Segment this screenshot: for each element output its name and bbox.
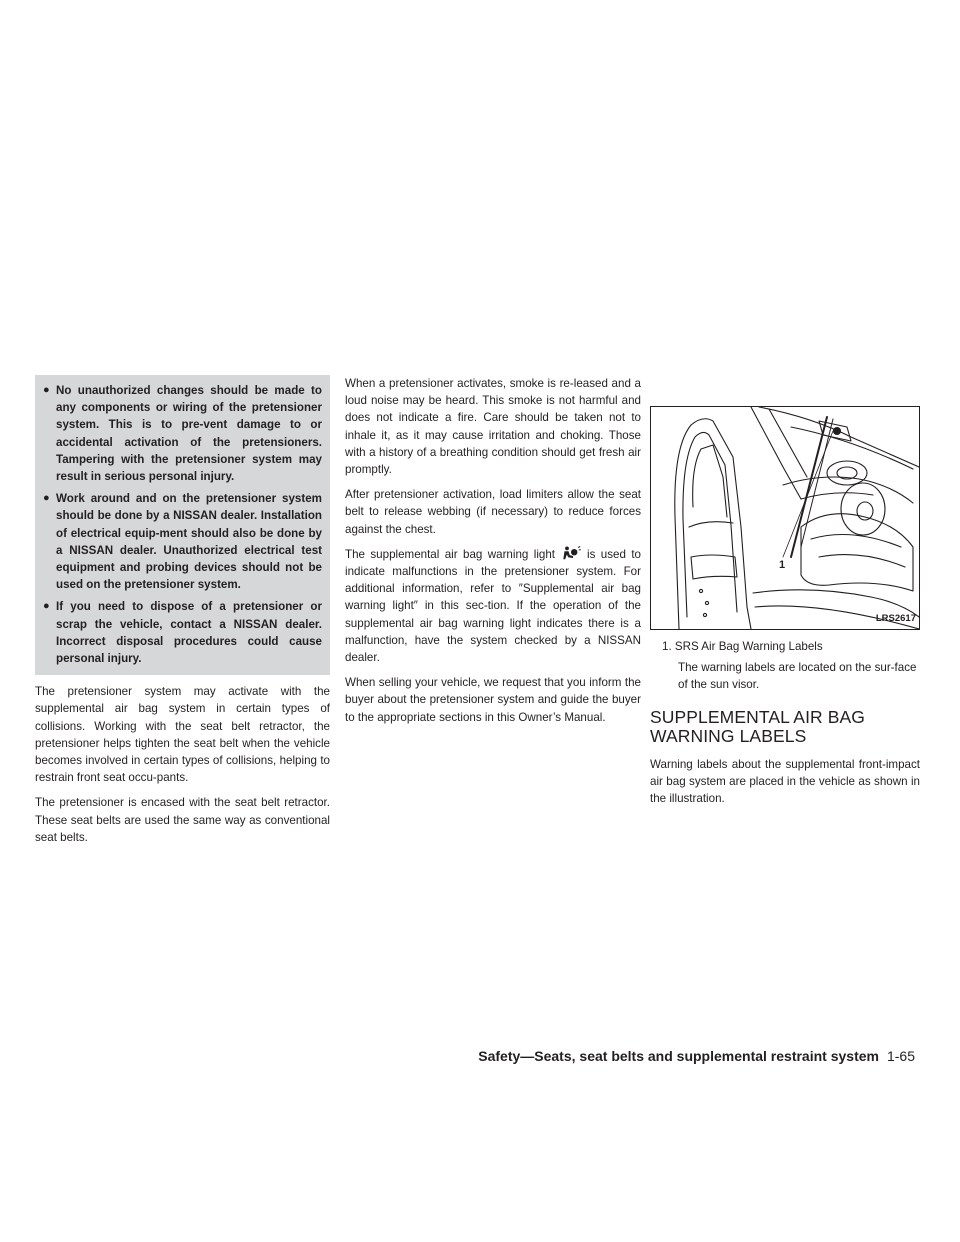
figure-callout-number: 1 — [779, 559, 786, 571]
left-column — [35, 375, 330, 854]
section-heading-line: WARNING LABELS — [650, 725, 807, 746]
warning-text: No unauthorized changes should be made to any components or wiring of the pretensioner system. This is to pre-vent damage to or accidental activation of the pretensioners. Tampering with the pretensioner system may result in serious personal injury. — [56, 384, 322, 484]
figure-caption-detail: The warning labels are located on the sur-face of the sun visor. — [678, 661, 917, 692]
warning-text: Work around and on the pretensioner system should be done by a NISSAN dealer. Installation of electrical equip-ment should also be done by a NISSAN dealer. Unauthorized electrical test equipment and probing devices should not be used on the pretensioner system. — [56, 492, 322, 592]
inline-text: The supplemental air bag warning light — [345, 547, 556, 561]
figure-caption: 1. SRS Air Bag Warning Labels — [662, 640, 823, 653]
car-door-drawing — [651, 407, 919, 629]
body-paragraph: The pretensioner is encased with the seat belt retractor. These seat belts are used the same way as conventional seat belts. — [35, 796, 330, 844]
bullet-icon: ● — [43, 384, 50, 396]
figure-code: LRS2617 — [875, 612, 916, 624]
bullet-icon: ● — [43, 600, 50, 613]
page-number: 1-65 — [886, 1048, 915, 1064]
right-column — [650, 375, 920, 815]
body-paragraph — [345, 546, 641, 666]
section-heading — [650, 708, 920, 746]
vehicle-door-illustration — [650, 406, 920, 630]
middle-column — [345, 375, 641, 734]
warning-item — [43, 598, 322, 667]
section-heading-line: SUPPLEMENTAL AIR BAG — [650, 706, 865, 727]
footer-title: Safety—Seats, seat belts and supplemental restraint system — [478, 1048, 879, 1064]
warning-text: If you need to dispose of a pretensioner or scrap the vehicle, contact a NISSAN dealer. Incorrect disposal procedures could cause personal injury. — [56, 600, 322, 666]
body-paragraph: When selling your vehicle, we request that you inform the buyer about the pretensioner system and guide the buyer to the appropriate sections in this Owner’s Manual. — [345, 676, 641, 724]
warning-item — [43, 490, 322, 593]
airbag-warning-light-icon — [561, 546, 581, 560]
page-footer — [478, 1048, 915, 1064]
warning-item — [43, 382, 322, 485]
inline-text: is used to indicate malfunctions in the pretensioner system. For additional information, refer to ″Supplemental air bag warning light″ in this sec-tion. If the operation of the supplemental air bag warning light indicates there is a malfunction, have the system checked by a NISSAN dealer. — [345, 547, 641, 665]
body-paragraph: Warning labels about the supplemental front-impact air bag system are placed in the vehicle as shown in the illustration. — [650, 757, 920, 806]
bullet-icon: ● — [43, 492, 50, 505]
body-paragraph: The pretensioner system may activate with the supplemental air bag system in certain types of collisions. Working with the seat belt retractor, the pretensioner helps tighten the seat belt when the vehicle becomes involved in certain types of collisions, helping to restrain front seat occu-pants. — [35, 685, 330, 785]
warning-box — [35, 375, 330, 675]
body-paragraph: After pretensioner activation, load limiters allow the seat belt to release webbing (if necessary) to reduce forces against the chest. — [345, 488, 641, 536]
body-paragraph: When a pretensioner activates, smoke is re-leased and a loud noise may be heard. This smoke is not harmful and does not indicate a fire. Care should be taken not to inhale it, as it may cause irritation and choking. Those with a history of a breathing condition should get fresh air promptly. — [345, 377, 641, 477]
